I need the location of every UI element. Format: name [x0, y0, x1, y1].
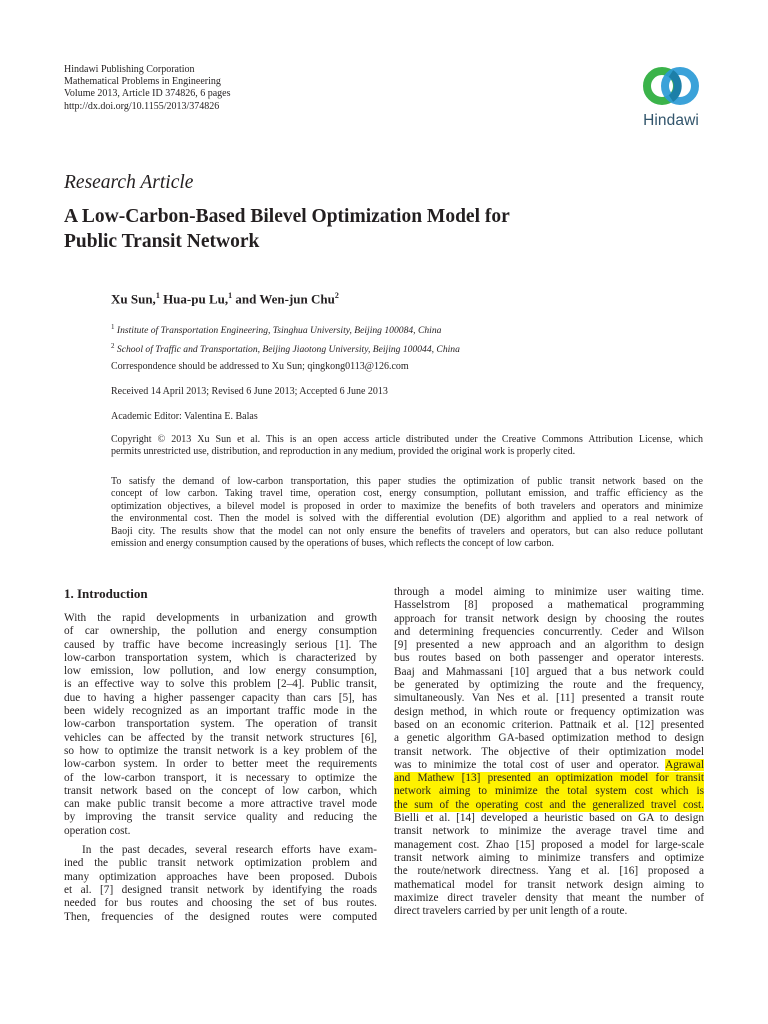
text-line: design method, in which route or frequency optimization was [394, 705, 704, 718]
text-line: mathematical model for transit network design aiming to [394, 878, 704, 891]
text-line: management cost. Zhao [15] proposed a model for large-scale [394, 838, 704, 851]
text-line: due to having a higher passenger capacity than cars [5], has [64, 691, 377, 704]
text-line: the route/network directness. Yang et al. [16] proposed a [394, 865, 704, 878]
right-column [394, 586, 704, 918]
intro-paragraph-1 [64, 612, 377, 838]
text-line: Bielli et al. [14] developed a heuristic based on GA to design [394, 812, 704, 825]
text-line: low-carbon transportation system. The operation of transit [64, 718, 377, 731]
text-line: through a model aiming to minimize user waiting time. [394, 586, 704, 598]
text-line: many optimization approaches have been proposed. Dubois [64, 870, 377, 883]
text-line: low emission, low pollution, and low energy consumption, [64, 665, 377, 678]
highlighted-line: the sum of the operating cost and the generalized travel cost. [394, 798, 704, 811]
hindawi-logo-icon [642, 60, 700, 110]
text-line: be generated by optimizing the route and the frequency, [394, 679, 704, 692]
author-affil-mark: 1 [155, 291, 160, 300]
section-heading: 1. Introduction [64, 586, 148, 601]
text-line: With the rapid developments in urbanization and growth [64, 612, 377, 624]
highlighted-line: network aiming to minimize the total system cost which is [394, 785, 704, 798]
academic-editor: Academic Editor: Valentina E. Balas [111, 411, 258, 422]
text-line: caused by traffic have become increasingly serious [1]. The [64, 638, 377, 651]
doi-link[interactable]: http://dx.doi.org/10.1155/2013/374826 [64, 100, 220, 112]
text-line: low-carbon system. In order to better meet the requirements [64, 758, 377, 771]
text-line: Baaj and Mahmassani [10] argued that a bus network could [394, 665, 704, 678]
affiliation-number: 1 [111, 323, 115, 331]
intro-paragraph-2 [64, 844, 377, 924]
text-line: based on an economic criterion. Pattnaik et al. [12] presented [394, 718, 704, 731]
author-affil-mark: 1 [228, 291, 233, 300]
affiliation [111, 339, 711, 358]
logo-wordmark: Hindawi [643, 112, 699, 129]
text-line: transit network aiming to minimize transfers and optimize [394, 851, 704, 864]
text-line: and determining frequencies concurrently. Ceder and Wilson [394, 625, 704, 638]
affiliation [111, 320, 711, 339]
abstract-line: emission and energy consumption caused by the operations of buses, which reflects the concept of low carbon. [111, 538, 555, 550]
text-line: by improving the transit service quality and reducing the [64, 811, 377, 824]
text-line: bus routes based on both passenger and operator interests. [394, 652, 704, 665]
copyright-line: Copyright © 2013 Xu Sun et al. This is an open access article distributed under the Creative Commons Attribution License, which [111, 434, 703, 445]
abstract [111, 476, 703, 550]
text-line [394, 759, 704, 772]
author-name: Hua-pu Lu, [159, 291, 229, 307]
abstract-line: optimization objectives, a bilevel model is proposed in order to maximize the benefits of both travelers and operators and minimize [111, 500, 703, 512]
highlighted-line: and Mathew [13] presented an optimization model for transit [394, 772, 704, 785]
author-name: and Wen-jun Chu [232, 291, 335, 307]
right-paragraph-part [394, 586, 704, 759]
text-line: direct travelers carried by per unit length of a route. [394, 905, 628, 918]
text-line: In the past decades, several research efforts have exam- [82, 844, 377, 857]
right-paragraph-part [394, 812, 704, 918]
article-dates: Received 14 April 2013; Revised 6 June 2013; Accepted 6 June 2013 [111, 386, 388, 397]
publication-info [64, 64, 424, 113]
journal-name: Mathematical Problems in Engineering [64, 76, 221, 88]
affiliation-text: School of Traffic and Transportation, Beijing Jiaotong University, Beijing 100044, China [116, 343, 460, 355]
left-column [64, 612, 377, 924]
text-line: approach for transit network design by choosing the routes [394, 612, 704, 625]
abstract-line: concept of low carbon. Taking travel time, operation cost, energy consumption, pollutant emission, and traffic efficiency as the [111, 488, 703, 500]
text-line: of the low-carbon transport, it is necessary to optimize the [64, 771, 377, 784]
abstract-line: Baoji city. The results show that the model can not only ensure the benefits of travelers and operators, but can also reduce pollutant [111, 525, 703, 537]
copyright-line: permits unrestricted use, distribution, and reproduction in any medium, provided the original work is properly cited. [111, 446, 576, 458]
correspondence: Correspondence should be addressed to Xu Sun; qingkong0113@126.com [111, 361, 409, 372]
highlighted-text: Agrawal [665, 758, 704, 771]
abstract-line: the environmental cost. Then the model is solved with the differential evolution (DE) algorithm and applied to a real network of [111, 513, 703, 525]
title-line: Public Transit Network [64, 231, 260, 252]
text-line: needed for bus routes and choosing the set of bus routes. [64, 897, 377, 910]
text-line: Then, frequencies of the designed routes were computed [64, 910, 377, 923]
text-line: operation cost. [64, 824, 131, 837]
title-line: A Low-Carbon-Based Bilevel Optimization Model for [64, 206, 510, 227]
volume-info: Volume 2013, Article ID 374826, 6 pages [64, 88, 231, 100]
text-line: transit network to minimize the average travel time and [394, 825, 704, 838]
affiliations [111, 320, 711, 357]
publisher-name: Hindawi Publishing Corporation [64, 64, 195, 75]
text-line: been widely recognized as an important traffic mode in the [64, 705, 377, 718]
text-line: simultaneously. Van Nes et al. [11] presented a transit route [394, 692, 704, 705]
paper-title [64, 204, 684, 254]
text-line: is an effective way to solve this problem [2–4]. Public transit, [64, 678, 377, 691]
text-line: a genetic algorithm GA-based optimization method to design [394, 732, 704, 745]
article-type: Research Article [64, 172, 194, 193]
text-line: ined the public transit network optimization problem and [64, 857, 377, 870]
text-line: Hasselstrom [8] proposed a mathematical programming [394, 599, 704, 612]
text-line: [9] presented a new approach and an algorithm to design [394, 639, 704, 652]
text-line: maximize direct traveler density that meant the number of [394, 891, 704, 904]
author-affil-mark: 2 [334, 291, 339, 300]
text-line: low-carbon transportation system, which is characterized by [64, 651, 377, 664]
text-span: was to minimize the total cost of user and operator. [394, 758, 666, 771]
text-line: vehicles can be affected by the transit network structures [6], [64, 731, 377, 744]
abstract-line: To satisfy the demand of low-carbon transportation, this paper studies the optimization of public transit network based on the [111, 476, 703, 487]
highlighted-passage [394, 772, 704, 812]
affiliation-text: Institute of Transportation Engineering, Tsinghua University, Beijing 100084, China [116, 325, 442, 337]
text-line: so how to optimize the transit network is a key problem of the [64, 744, 377, 757]
hindawi-logo [630, 60, 712, 132]
text-line: transit network based on the concept of low carbon, which [64, 784, 377, 797]
copyright-notice [111, 434, 703, 459]
text-line: can make public transit become a more attractive travel mode [64, 798, 377, 811]
affiliation-number: 2 [111, 341, 115, 350]
text-line: transit network. The objective of their optimization model [394, 745, 704, 758]
text-line: et al. [7] designed transit network by identifying the roads [64, 883, 377, 896]
author-name: Xu Sun, [111, 291, 156, 307]
author-list [111, 291, 339, 307]
text-line: of car ownership, the pollution and energy consumption [64, 625, 377, 638]
